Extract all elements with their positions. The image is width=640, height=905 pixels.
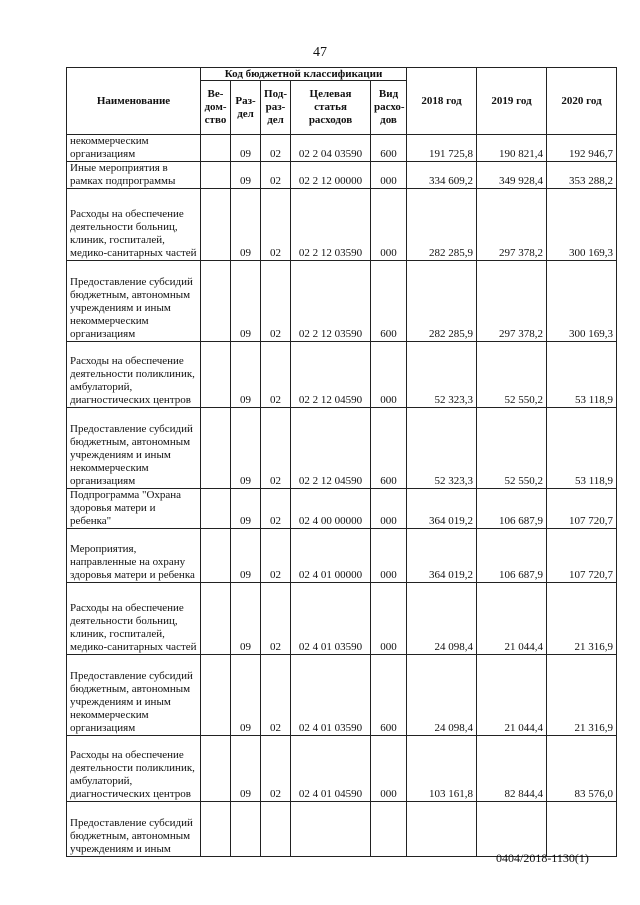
row-value-2019 xyxy=(477,802,547,857)
row-podrazdel: 02 xyxy=(261,189,291,261)
row-article xyxy=(291,802,371,857)
row-vid: 600 xyxy=(371,655,407,736)
row-value-2019: 21 044,4 xyxy=(477,583,547,655)
row-vid: 000 xyxy=(371,489,407,529)
row-vid: 000 xyxy=(371,529,407,583)
row-vedomstvo xyxy=(201,135,231,162)
row-value-2018: 52 323,3 xyxy=(407,342,477,408)
row-razdel: 09 xyxy=(231,529,261,583)
row-name: Подпрограмма "Охрана здоровья матери и ребенка" xyxy=(67,489,201,529)
table-row xyxy=(67,736,617,802)
row-razdel xyxy=(231,802,261,857)
row-value-2020: 353 288,2 xyxy=(547,162,617,189)
row-vid xyxy=(371,802,407,857)
row-vedomstvo xyxy=(201,408,231,489)
row-value-2018: 191 725,8 xyxy=(407,135,477,162)
row-value-2018 xyxy=(407,802,477,857)
row-value-2020: 300 169,3 xyxy=(547,189,617,261)
row-vedomstvo xyxy=(201,162,231,189)
row-value-2018: 364 019,2 xyxy=(407,529,477,583)
row-podrazdel: 02 xyxy=(261,135,291,162)
row-razdel: 09 xyxy=(231,408,261,489)
table-row xyxy=(67,135,617,162)
row-value-2019: 106 687,9 xyxy=(477,489,547,529)
row-value-2019: 190 821,4 xyxy=(477,135,547,162)
row-vid: 600 xyxy=(371,135,407,162)
table-row xyxy=(67,802,617,857)
row-vid: 600 xyxy=(371,408,407,489)
row-razdel: 09 xyxy=(231,342,261,408)
row-value-2020: 83 576,0 xyxy=(547,736,617,802)
table-row xyxy=(67,189,617,261)
header-name: Наименование xyxy=(67,68,201,135)
row-value-2019: 82 844,4 xyxy=(477,736,547,802)
row-value-2020: 107 720,7 xyxy=(547,489,617,529)
row-article: 02 2 12 04590 xyxy=(291,408,371,489)
row-value-2020: 107 720,7 xyxy=(547,529,617,583)
row-vedomstvo xyxy=(201,736,231,802)
row-name: некоммерческим организациям xyxy=(67,135,201,162)
table-row xyxy=(67,261,617,342)
row-vedomstvo xyxy=(201,655,231,736)
row-name: Предоставление субсидий бюджетным, автономным учреждениям и иным некоммерческим организациям xyxy=(67,408,201,489)
row-podrazdel xyxy=(261,802,291,857)
row-razdel: 09 xyxy=(231,489,261,529)
table-header xyxy=(67,68,617,135)
header-vid: Вид расхо-дов xyxy=(371,81,407,135)
row-podrazdel: 02 xyxy=(261,342,291,408)
row-value-2020: 53 118,9 xyxy=(547,342,617,408)
row-razdel: 09 xyxy=(231,135,261,162)
row-name: Предоставление субсидий бюджетным, автономным учреждениям и иным некоммерческим организациям xyxy=(67,261,201,342)
header-2018: 2018 год xyxy=(407,68,477,135)
table-row xyxy=(67,583,617,655)
row-value-2018: 282 285,9 xyxy=(407,261,477,342)
row-value-2020: 300 169,3 xyxy=(547,261,617,342)
header-vedomstvo: Ве-дом-ство xyxy=(201,81,231,135)
row-value-2019: 52 550,2 xyxy=(477,408,547,489)
row-vedomstvo xyxy=(201,489,231,529)
header-2020: 2020 год xyxy=(547,68,617,135)
row-vedomstvo xyxy=(201,189,231,261)
table-row xyxy=(67,408,617,489)
row-name: Расходы на обеспечение деятельности больниц, клиник, госпиталей, медико-санитарных частей xyxy=(67,189,201,261)
row-vid: 600 xyxy=(371,261,407,342)
row-article: 02 2 12 03590 xyxy=(291,261,371,342)
row-article: 02 2 12 03590 xyxy=(291,189,371,261)
row-vedomstvo xyxy=(201,529,231,583)
row-razdel: 09 xyxy=(231,583,261,655)
row-value-2020 xyxy=(547,802,617,857)
row-article: 02 2 12 00000 xyxy=(291,162,371,189)
row-razdel: 09 xyxy=(231,655,261,736)
row-podrazdel: 02 xyxy=(261,489,291,529)
row-value-2019: 297 378,2 xyxy=(477,189,547,261)
row-value-2018: 24 098,4 xyxy=(407,583,477,655)
row-podrazdel: 02 xyxy=(261,408,291,489)
row-value-2020: 53 118,9 xyxy=(547,408,617,489)
row-article: 02 4 00 00000 xyxy=(291,489,371,529)
row-vid: 000 xyxy=(371,583,407,655)
row-razdel: 09 xyxy=(231,189,261,261)
row-value-2018: 24 098,4 xyxy=(407,655,477,736)
row-value-2020: 21 316,9 xyxy=(547,583,617,655)
row-article: 02 2 04 03590 xyxy=(291,135,371,162)
document-code: 0404/2018-1130(1) xyxy=(496,851,589,865)
row-vedomstvo xyxy=(201,261,231,342)
row-value-2018: 52 323,3 xyxy=(407,408,477,489)
table-body xyxy=(67,135,617,857)
row-value-2018: 334 609,2 xyxy=(407,162,477,189)
table-row xyxy=(67,342,617,408)
row-vid: 000 xyxy=(371,162,407,189)
row-podrazdel: 02 xyxy=(261,655,291,736)
row-article: 02 4 01 03590 xyxy=(291,583,371,655)
header-article: Целевая статья расходов xyxy=(291,81,371,135)
row-vedomstvo xyxy=(201,583,231,655)
row-podrazdel: 02 xyxy=(261,162,291,189)
row-value-2019: 349 928,4 xyxy=(477,162,547,189)
row-razdel: 09 xyxy=(231,162,261,189)
row-value-2019: 106 687,9 xyxy=(477,529,547,583)
row-razdel: 09 xyxy=(231,261,261,342)
row-razdel: 09 xyxy=(231,736,261,802)
row-value-2019: 21 044,4 xyxy=(477,655,547,736)
row-name: Мероприятия, направленные на охрану здоровья матери и ребенка xyxy=(67,529,201,583)
row-value-2018: 282 285,9 xyxy=(407,189,477,261)
row-podrazdel: 02 xyxy=(261,529,291,583)
row-article: 02 4 01 03590 xyxy=(291,655,371,736)
table-row xyxy=(67,529,617,583)
row-name: Предоставление субсидий бюджетным, автономным учреждениям и иным xyxy=(67,802,201,857)
header-2019: 2019 год xyxy=(477,68,547,135)
budget-table xyxy=(66,67,617,857)
row-podrazdel: 02 xyxy=(261,583,291,655)
row-name: Иные мероприятия в рамках подпрограммы xyxy=(67,162,201,189)
row-value-2020: 192 946,7 xyxy=(547,135,617,162)
row-value-2020: 21 316,9 xyxy=(547,655,617,736)
row-name: Расходы на обеспечение деятельности поликлиник, амбулаторий, диагностических центров xyxy=(67,342,201,408)
page-number: 47 xyxy=(313,45,327,60)
row-vedomstvo xyxy=(201,342,231,408)
row-podrazdel: 02 xyxy=(261,736,291,802)
header-classification-group: Код бюджетной классификации xyxy=(201,68,407,81)
row-vid: 000 xyxy=(371,736,407,802)
row-article: 02 4 01 00000 xyxy=(291,529,371,583)
row-vedomstvo xyxy=(201,802,231,857)
row-value-2019: 297 378,2 xyxy=(477,261,547,342)
row-vid: 000 xyxy=(371,342,407,408)
row-value-2018: 364 019,2 xyxy=(407,489,477,529)
row-vid: 000 xyxy=(371,189,407,261)
table-row xyxy=(67,489,617,529)
row-name: Расходы на обеспечение деятельности поликлиник, амбулаторий, диагностических центров xyxy=(67,736,201,802)
row-value-2019: 52 550,2 xyxy=(477,342,547,408)
header-podrazdel: Под-раз-дел xyxy=(261,81,291,135)
row-podrazdel: 02 xyxy=(261,261,291,342)
row-article: 02 2 12 04590 xyxy=(291,342,371,408)
row-article: 02 4 01 04590 xyxy=(291,736,371,802)
row-value-2018: 103 161,8 xyxy=(407,736,477,802)
row-name: Расходы на обеспечение деятельности больниц, клиник, госпиталей, медико-санитарных частей xyxy=(67,583,201,655)
table-row xyxy=(67,162,617,189)
table-row xyxy=(67,655,617,736)
row-name: Предоставление субсидий бюджетным, автономным учреждениям и иным некоммерческим организациям xyxy=(67,655,201,736)
header-razdel: Раз-дел xyxy=(231,81,261,135)
